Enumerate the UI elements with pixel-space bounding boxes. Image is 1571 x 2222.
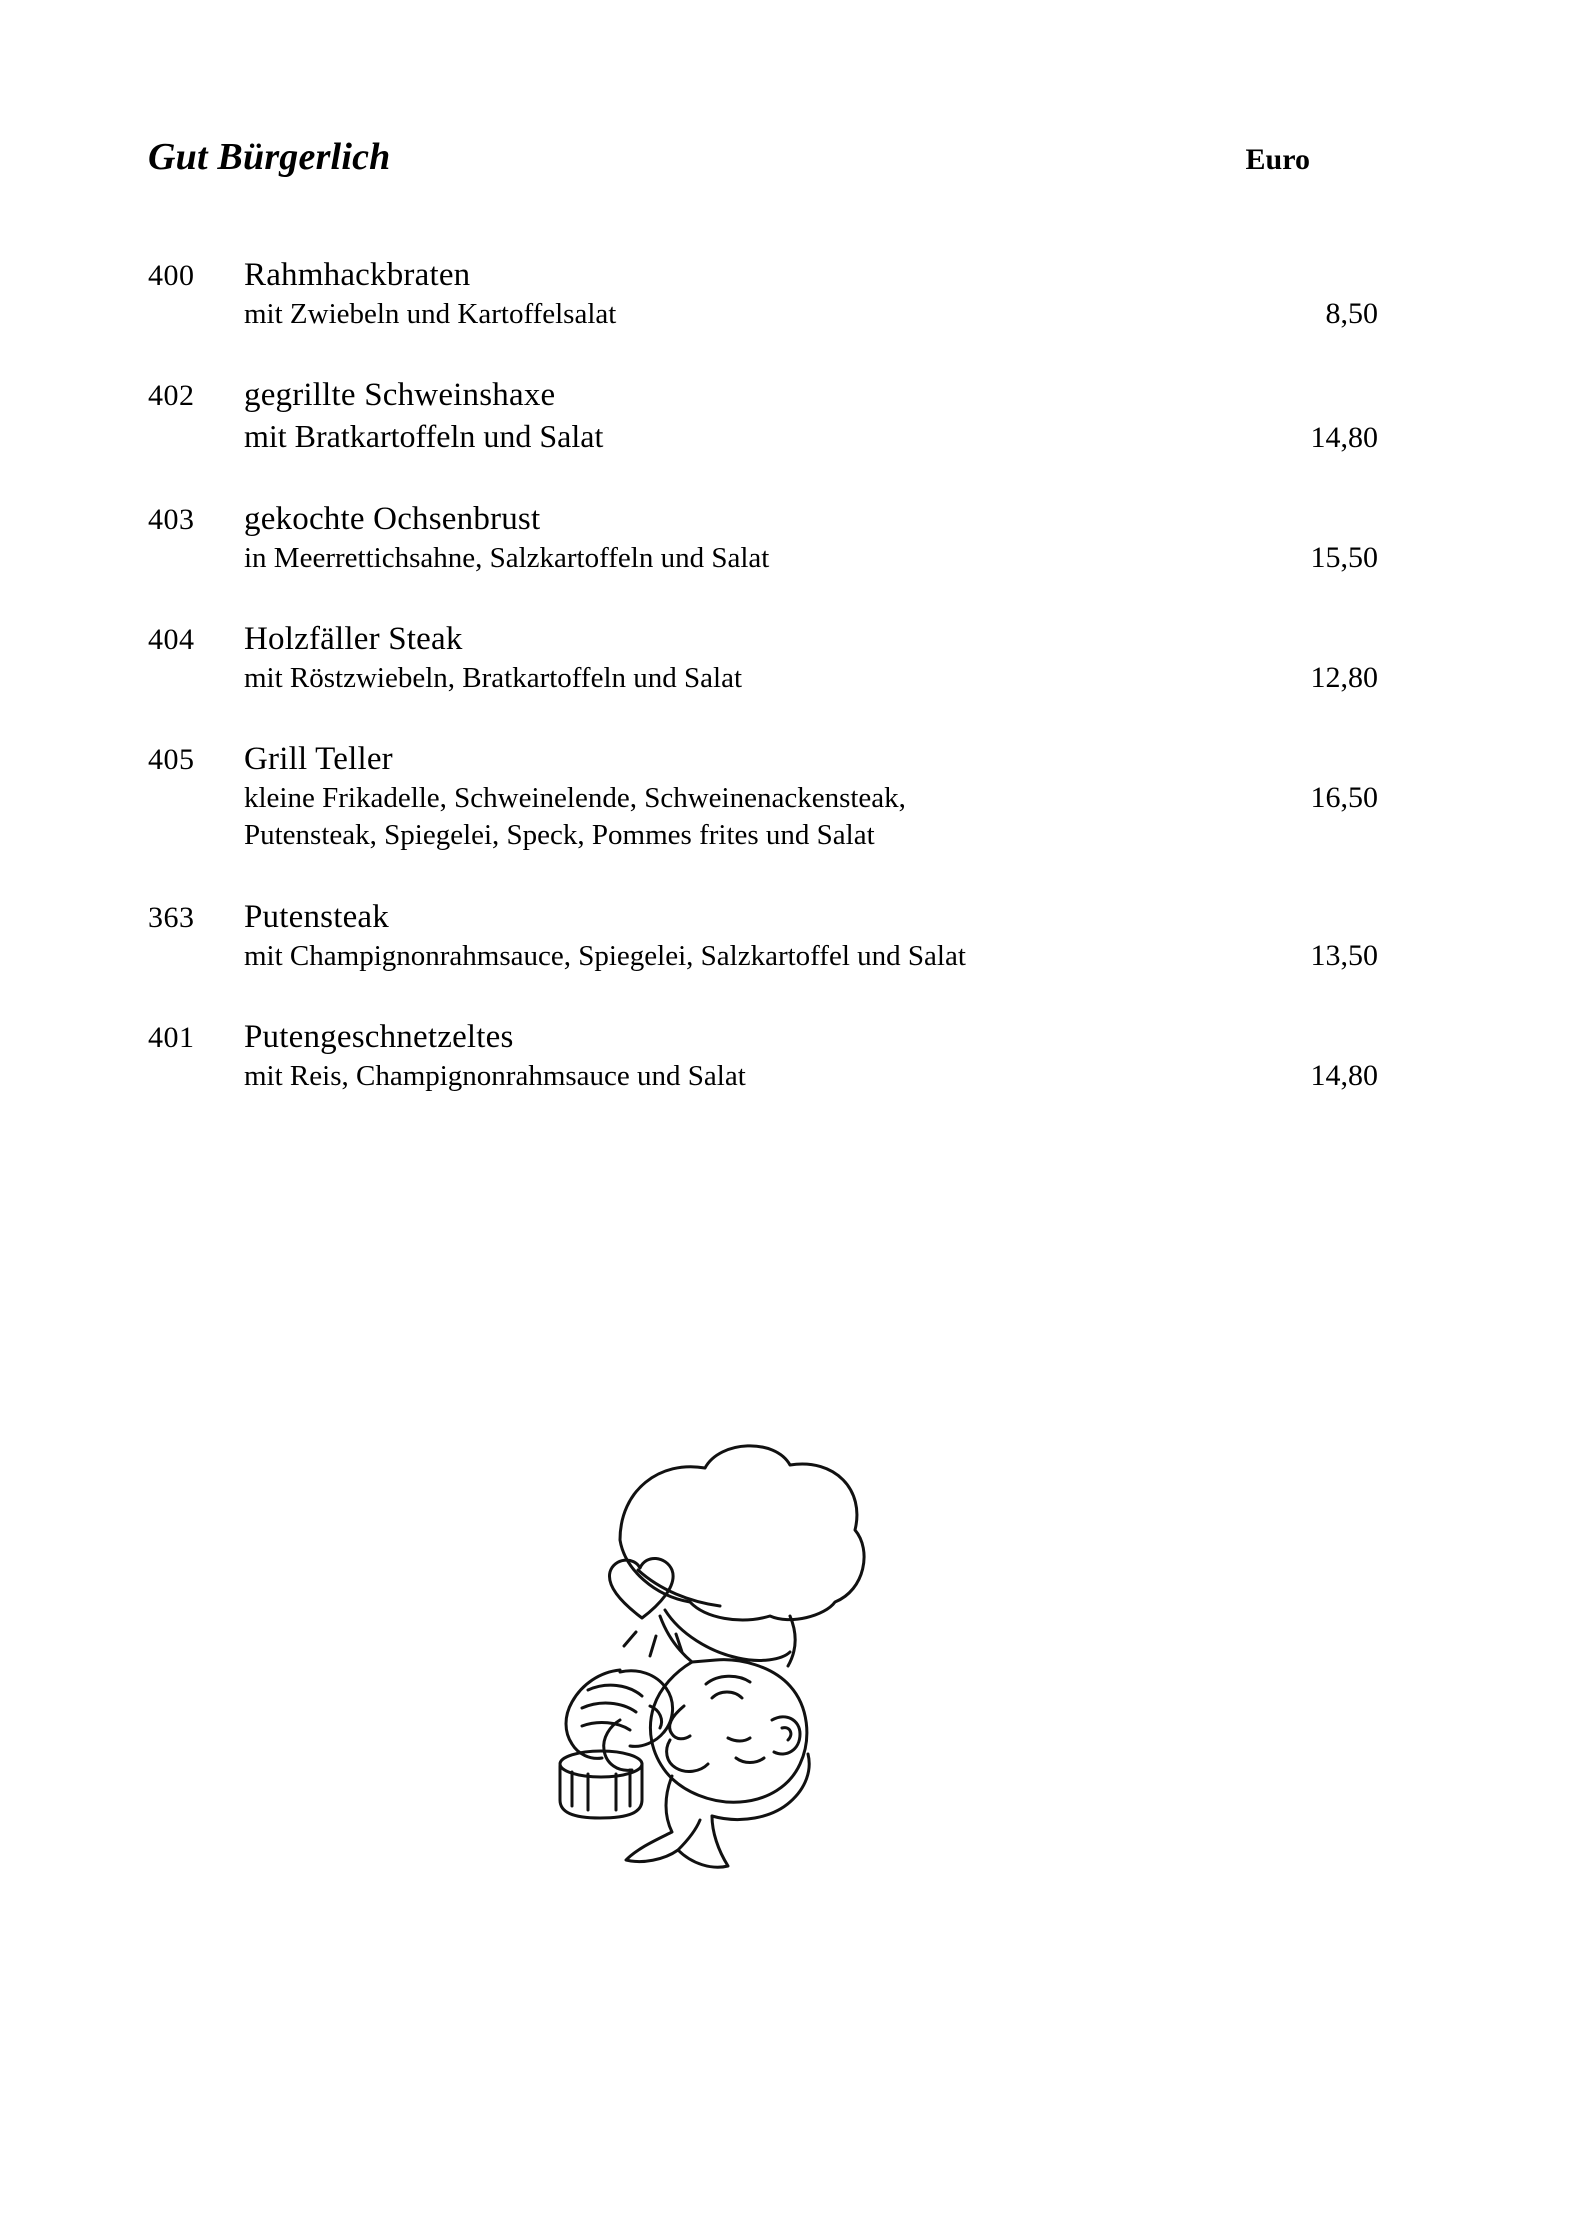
menu-item-desc-row	[148, 1058, 1378, 1095]
menu-item-desc-row	[148, 296, 1378, 333]
menu-item-head	[148, 501, 1378, 538]
menu-item-head	[148, 899, 1378, 936]
menu-item-desc-row	[148, 660, 1378, 697]
menu-item-head	[148, 621, 1378, 658]
menu-item	[148, 899, 1378, 975]
menu-item-price: 16,50	[1310, 781, 1378, 815]
chef-drinking-beer-illustration	[320, 1420, 960, 1880]
menu-item-description: mit Reis, Champignonrahmsauce und Salat	[244, 1059, 746, 1092]
menu-item-name: Putengeschnetzeltes	[244, 1018, 514, 1055]
menu-header	[148, 135, 1338, 179]
menu-item-code: 402	[148, 379, 195, 413]
menu-item	[148, 1019, 1378, 1095]
menu-item-head	[148, 257, 1378, 294]
menu-item-price: 12,80	[1310, 661, 1378, 695]
menu-item-price: 15,50	[1310, 541, 1378, 575]
menu-item-code: 404	[148, 623, 195, 657]
menu-item-description: mit Zwiebeln und Kartoffelsalat	[244, 298, 617, 330]
menu-item	[148, 741, 1378, 854]
menu-item-description: mit Champignonrahmsauce, Spiegelei, Salzkartoffel und Salat	[244, 939, 966, 972]
menu-item-price: 13,50	[1310, 938, 1378, 972]
menu-item-code: 405	[148, 743, 195, 777]
menu-item-name: gekochte Ochsenbrust	[244, 501, 541, 538]
menu-item-list	[148, 257, 1378, 1095]
currency-column-header: Euro	[1245, 143, 1310, 176]
menu-item-description: mit Röstzwiebeln, Bratkartoffeln und Salat	[244, 662, 742, 695]
menu-item-code: 363	[148, 900, 195, 934]
menu-item-price: 8,50	[1325, 297, 1378, 330]
menu-item-description	[244, 780, 1266, 854]
menu-item-desc-row	[148, 416, 1378, 457]
menu-item-code: 401	[148, 1020, 195, 1054]
menu-item-desc-row	[148, 938, 1378, 975]
menu-content	[148, 135, 1378, 1139]
menu-item-desc-row	[148, 780, 1378, 854]
menu-item	[148, 257, 1378, 333]
menu-item-head	[148, 1019, 1378, 1056]
menu-item-description: in Meerrettichsahne, Salzkartoffeln und Salat	[244, 542, 770, 575]
menu-item-description-line: Putensteak, Spiegelei, Speck, Pommes frites und Salat	[244, 819, 875, 852]
menu-item-head	[148, 377, 1378, 414]
menu-item-code: 403	[148, 503, 195, 537]
menu-item-name: Grill Teller	[244, 741, 393, 778]
menu-item-description: mit Bratkartoffeln und Salat	[244, 418, 604, 455]
menu-item	[148, 377, 1378, 457]
menu-item-desc-row	[148, 540, 1378, 577]
menu-item-head	[148, 741, 1378, 778]
menu-item	[148, 501, 1378, 577]
menu-item	[148, 621, 1378, 697]
menu-item-code: 400	[148, 259, 195, 292]
page-title: Gut Bürgerlich	[148, 136, 391, 178]
menu-item-name: gegrillte Schweinshaxe	[244, 377, 556, 414]
menu-item-price: 14,80	[1310, 1058, 1378, 1092]
menu-item-description-line: kleine Frikadelle, Schweinelende, Schweinenackensteak,	[244, 782, 906, 815]
menu-item-price: 14,80	[1310, 421, 1378, 455]
menu-item-name: Putensteak	[244, 898, 389, 935]
menu-item-name: Rahmhackbraten	[244, 257, 471, 293]
menu-item-name: Holzfäller Steak	[244, 621, 463, 658]
